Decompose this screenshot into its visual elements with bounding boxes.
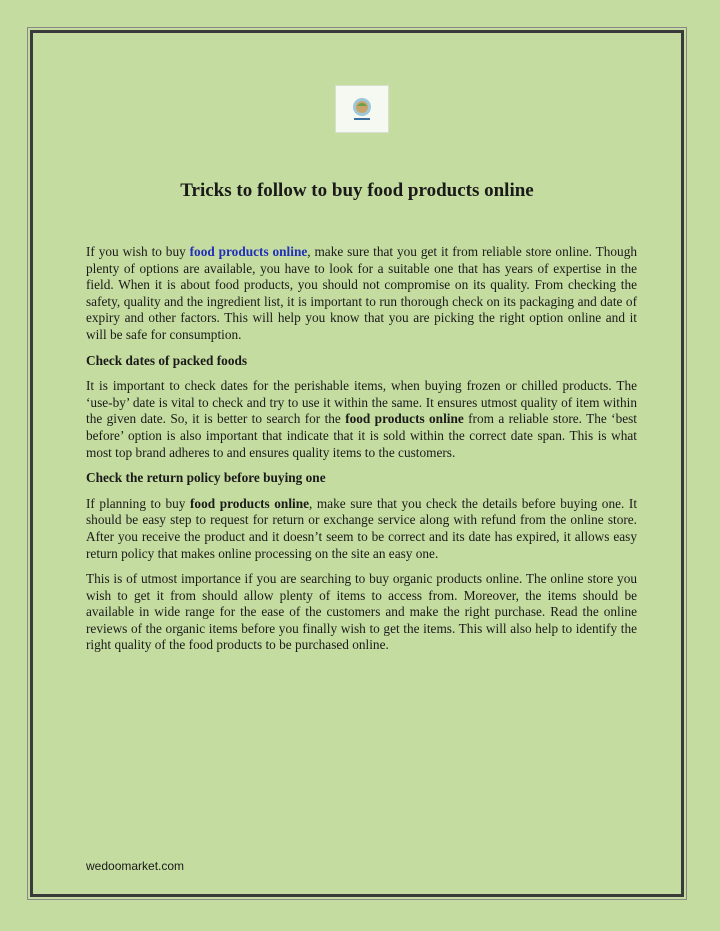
section-heading-dates: Check dates of packed foods: [86, 352, 248, 368]
page-title: Tricks to follow to buy food products online: [180, 180, 534, 201]
return-policy-paragraph: If planning to buy food products online, make sure that you check the details before buying one. It should be easy step to request for return or exchange service along with refund from the online store. After you receive the product and it doesn’t seem to be correct and its date has expired, it allows easy return policy that makes online processing on the site an easy one.: [86, 495, 638, 561]
organic-paragraph: This is of utmost importance if you are searching to buy organic products online. The online store you wish to get it from should allow plenty of items to access from. Moreover, the items should be available in wide range for the ease of the customers and make the right purchase. Read the online reviews of the organic items before you finally wish to get the items. This will also help to identify the right quality of the food products to be purchased online.: [86, 571, 637, 653]
article-body: [86, 244, 637, 663]
document-page: [30, 30, 684, 897]
intro-paragraph: If you wish to buy food products online, make sure that you get it from reliable store online. Though plenty of options are available, you have to look for a suitable one that has years of expertise in the field. When it is about food products, you should not compromise on its quality. From checking the safety, quality and the ingredient list, it is important to run thorough check on its packaging and date of expiry and other factors. This will help you know that you are picking the right option online and it will be safe for consumption.: [86, 244, 637, 342]
footer-site-name: wedoomarket.com: [86, 859, 185, 873]
section-heading-return-policy: Check the return policy before buying one: [86, 470, 326, 486]
store-logo: [335, 85, 389, 133]
food-products-link[interactable]: food products online: [189, 244, 308, 259]
store-logo-icon: [347, 94, 377, 124]
dates-paragraph: It is important to check dates for the perishable items, when buying frozen or chilled products. The ‘use-by’ date is vital to check and try to use it within the same. It ensures utmost quality of item within the given date. So, it is better to search for the food products online from a reliable store. The ‘best before’ option is also important that indicate that it is sold within the correct date span. This is what most top brand adheres to and ensures quality items to the customers.: [86, 378, 638, 460]
